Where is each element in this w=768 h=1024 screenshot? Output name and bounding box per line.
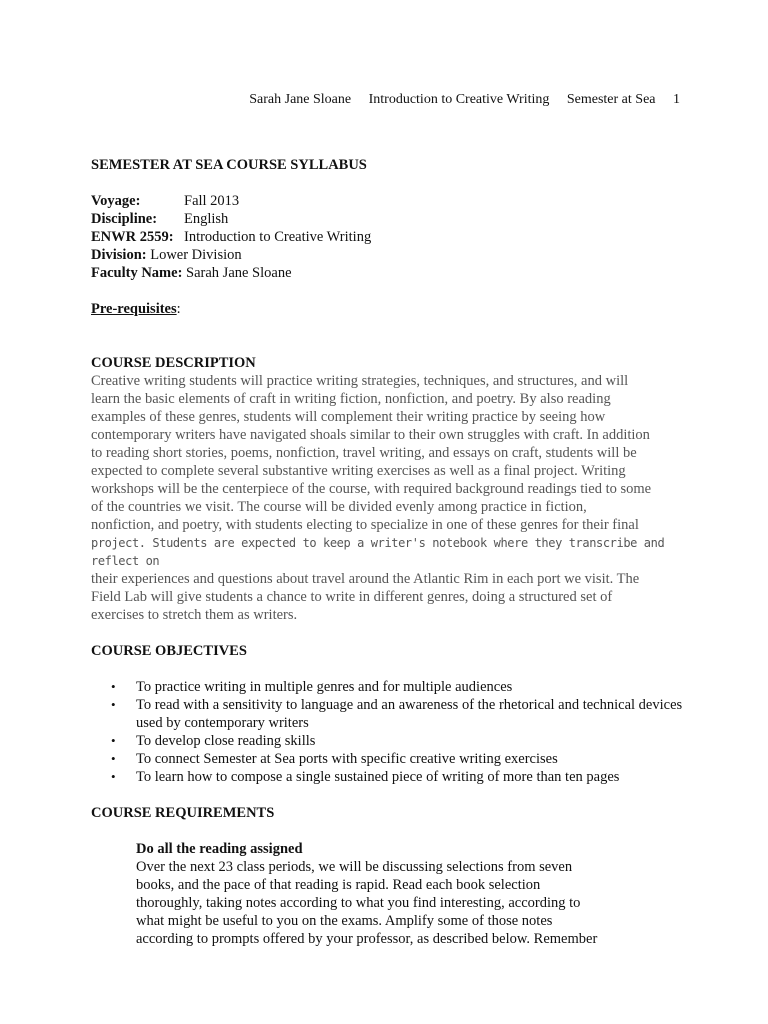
objective-item: • To connect Semester at Sea ports with specific creative writing exercises <box>91 750 691 768</box>
description-line: their experiences and questions about travel around the Atlantic Rim in each port we visit. The <box>91 571 640 587</box>
meta-faculty-label: Faculty Name: <box>91 265 183 281</box>
meta-discipline-label: Discipline: <box>91 211 158 227</box>
prerequisites-colon: : <box>176 301 181 317</box>
meta-division-value: Lower Division <box>150 247 242 263</box>
document-title: SEMESTER AT SEA COURSE SYLLABUS <box>91 157 367 173</box>
requirements-heading: COURSE REQUIREMENTS <box>91 805 275 821</box>
header-program: Semester at Sea <box>566 92 656 107</box>
objectives-heading: COURSE OBJECTIVES <box>91 643 247 659</box>
description-line: learn the basic elements of craft in writing fiction, nonfiction, and poetry. By also reading <box>91 391 611 407</box>
objective-item: • To read with a sensitivity to language and an awareness of the rhetorical and technical devices used by contemporary writers <box>91 696 691 732</box>
requirements-section <box>136 840 636 948</box>
requirements-line: Over the next 23 class periods, we will be discussing selections from seven <box>136 859 573 875</box>
description-heading: COURSE DESCRIPTION <box>91 355 256 371</box>
meta-course-label: ENWR 2559: <box>91 229 174 245</box>
course-meta <box>91 192 691 282</box>
requirements-subheading: Do all the reading assigned <box>136 841 303 857</box>
requirements-line: according to prompts offered by your professor, as described below. Remember <box>136 931 598 947</box>
meta-voyage-label: Voyage: <box>91 193 141 209</box>
meta-discipline-value: English <box>184 211 229 227</box>
meta-discipline <box>91 210 691 228</box>
requirements-line: books, and the pace of that reading is rapid. Read each book selection <box>136 877 541 893</box>
meta-course-value: Introduction to Creative Writing <box>184 229 372 245</box>
description-line: workshops will be the centerpiece of the course, with required background readings tied to some <box>91 481 652 497</box>
description-line: contemporary writers have navigated shoals similar to their own struggles with craft. In addition <box>91 427 650 443</box>
document-body <box>91 156 691 948</box>
meta-voyage-value: Fall 2013 <box>184 193 240 209</box>
description-line: exercises to stretch them as writers. <box>91 607 298 623</box>
header-author: Sarah Jane Sloane <box>249 92 352 107</box>
description-line: expected to complete several substantive writing exercises as well as a final project. Writing <box>91 463 626 479</box>
description-paragraph <box>91 372 691 624</box>
meta-division-label: Division: <box>91 247 147 263</box>
description-line: nonfiction, and poetry, with students electing to specialize in one of these genres for their final <box>91 517 639 533</box>
meta-course <box>91 228 691 246</box>
prerequisites <box>91 300 691 318</box>
meta-division <box>91 246 691 264</box>
meta-faculty <box>91 264 691 282</box>
description-line: to reading short stories, poems, nonfiction, travel writing, and essays on craft, students will be <box>91 445 637 461</box>
description-line: of the countries we visit. The course will be divided evenly among practice in fiction, <box>91 499 587 515</box>
objective-item: • To develop close reading skills <box>91 732 691 750</box>
prerequisites-label: Pre-requisites <box>91 301 177 317</box>
description-line: examples of these genres, students will complement their writing practice by seeing how <box>91 409 606 425</box>
requirements-line: what might be useful to you on the exams. Amplify some of those notes <box>136 913 553 929</box>
objective-item: • To practice writing in multiple genres and for multiple audiences <box>91 678 691 696</box>
requirements-line: thoroughly, taking notes according to what you find interesting, according to <box>136 895 581 911</box>
objectives-list <box>91 678 691 786</box>
meta-voyage <box>91 192 691 210</box>
description-line-mono: project. Students are expected to keep a writer's notebook where they transcribe and reflect on <box>91 536 665 568</box>
header-course: Introduction to Creative Writing <box>368 92 550 107</box>
meta-faculty-value: Sarah Jane Sloane <box>186 265 292 281</box>
description-line: Creative writing students will practice writing strategies, techniques, and structures, and will <box>91 373 629 389</box>
description-line: Field Lab will give students a chance to write in different genres, doing a structured set of <box>91 589 613 605</box>
header-page-number: 1 <box>673 92 680 107</box>
objective-item: • To learn how to compose a single sustained piece of writing of more than ten pages <box>91 768 691 786</box>
running-header <box>235 92 680 108</box>
